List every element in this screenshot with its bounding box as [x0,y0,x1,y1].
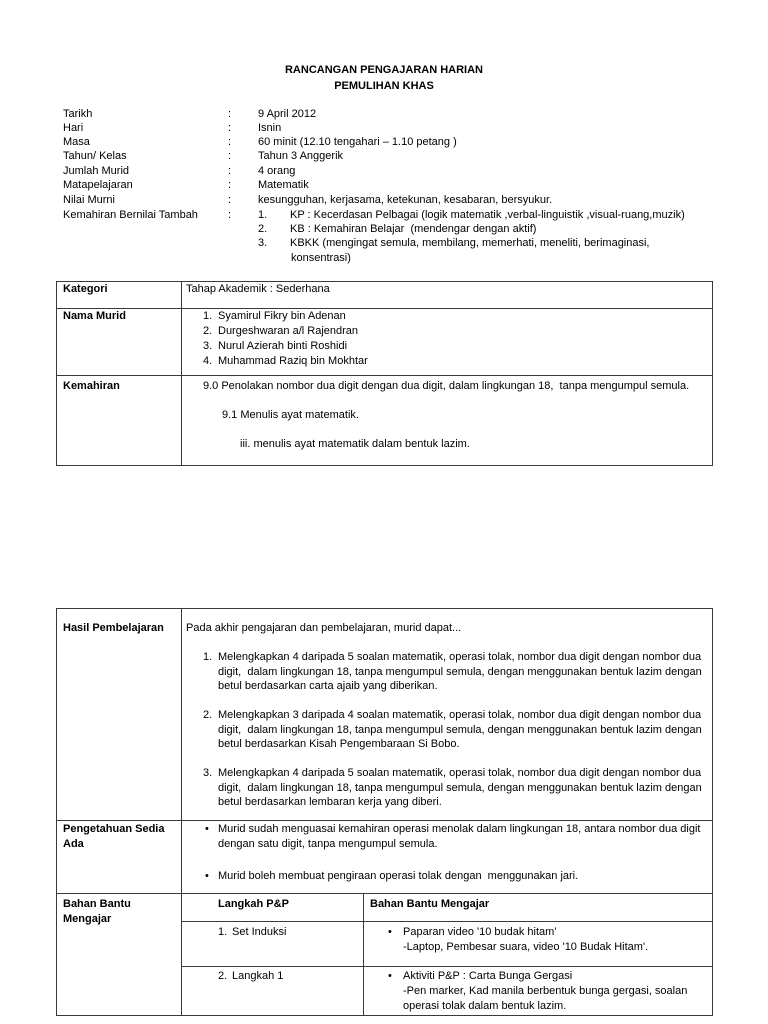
outcome-text: betul berdasarkan Kisah Pengembaraan Si Bobo. [218,738,460,750]
row-kategori [57,282,712,309]
row-bahan-bantu-mengajar [57,894,712,1015]
academic-level: Tahap Akademik : Sederhana [186,283,330,295]
row-label: Ada [63,838,84,850]
label-cell [57,609,182,820]
step-name: Langkah 1 [232,970,284,982]
column-header: Bahan Bantu Mengajar [370,898,490,910]
row-kemahiran [57,376,712,465]
info-value: Isnin [258,122,282,134]
info-row-matapelajaran [0,178,768,192]
info-value: Matematik [258,179,309,191]
value-cell [182,894,712,1015]
info-row-masa [0,135,768,149]
aid-text: -Laptop, Pembesar suara, video '10 Budak Hitam'. [403,941,649,953]
info-value: 4 orang [258,165,296,177]
outcome-text: Melengkapkan 3 daripada 4 soalan matematik, operasi tolak, nombor dua digit dengan nombor dua [218,709,702,721]
label-cell [57,282,182,308]
step-name: Set Induksi [232,926,287,938]
header-cell [182,894,364,921]
row-label: Bahan Bantu [63,898,131,910]
list-item-text: konsentrasi) [291,252,351,264]
info-colon: : [228,179,232,191]
list-number: 3. [203,767,213,779]
list-number: 1. [258,209,268,221]
step-cell [182,922,364,966]
info-label: Matapelajaran [63,179,133,191]
bullet-icon: • [205,870,209,882]
prior-knowledge-text: dengan satu digit, tanpa mengumpul semula. [218,838,438,850]
list-number: 2. [203,325,213,337]
value-cell [182,309,712,375]
list-number: 4. [203,355,213,367]
info-colon: : [228,209,232,221]
aids-cell [364,967,712,1015]
outcome-text: digit, dalam lingkungan 18, tanpa mengumpul semula, dengan menggunakan bentuk lazim dengan [218,666,702,678]
label-cell [57,821,182,893]
row-label: Kategori [63,283,108,295]
bullet-icon: • [205,823,209,835]
info-row-tahun-kelas [0,149,768,163]
list-number: 1. [203,310,213,322]
teaching-aids-row [182,922,712,967]
label-cell [57,309,182,375]
list-number: 3. [203,340,213,352]
student-name: Syamirul Fikry bin Adenan [218,310,346,322]
info-label: Masa [63,136,90,148]
info-colon: : [228,165,232,177]
info-colon: : [228,150,232,162]
outcome-text: Melengkapkan 4 daripada 5 soalan matematik, operasi tolak, nombor dua digit dengan nombor dua [218,767,702,779]
row-nama-murid [57,309,712,376]
outcome-text: digit, dalam lingkungan 18, tanpa mengumpul semula, dengan menggunakan bentuk lazim dengan [218,724,702,736]
header-cell [364,894,712,921]
row-pengetahuan-sedia-ada [57,821,712,894]
info-value: kesungguhan, kerjasama, ketekunan, kesabaran, bersyukur. [258,194,553,206]
document-subtitle: PEMULIHAN KHAS [334,80,434,92]
value-cell [182,821,712,893]
info-colon: : [228,122,232,134]
info-label: Tarikh [63,108,93,120]
student-name: Muhammad Raziq bin Mokhtar [218,355,368,367]
aids-cell [364,922,712,966]
aid-text: operasi tolak dalam bentuk lazim. [403,1000,567,1012]
info-label: Hari [63,122,84,134]
info-value: 9 April 2012 [258,108,317,120]
label-cell [57,376,182,465]
info-value: 60 minit (12.10 tengahari – 1.10 petang ) [258,136,457,148]
info-row-nilai-murni [0,193,768,207]
value-cell [182,609,712,820]
aid-text: -Pen marker, Kad manila berbentuk bunga gergasi, soalan [403,985,688,997]
bullet-icon: • [388,970,392,982]
info-value: Tahun 3 Anggerik [258,150,344,162]
row-label: Kemahiran [63,380,120,392]
aid-text: Paparan video '10 budak hitam' [403,926,557,938]
student-details-table [56,281,713,466]
teaching-aids-header-row [182,894,712,922]
list-number: 1. [218,926,228,938]
info-row-tarikh [0,107,768,121]
value-cell [182,376,712,465]
bullet-icon: • [388,926,392,938]
sub-skill-text: 9.1 Menulis ayat matematik. [222,409,359,421]
info-row-hari [0,121,768,135]
prior-knowledge-text: Murid sudah menguasai kemahiran operasi menolak dalam lingkungan 18, antara nombor dua digit [218,823,701,835]
outcome-text: betul berdasarkan carta ajaib yang diberikan. [218,680,438,692]
info-colon: : [228,136,232,148]
info-colon: : [228,108,232,120]
prior-knowledge-text: Murid boleh membuat pengiraan operasi tolak dengan menggunakan jari. [218,870,579,882]
list-number: 1. [203,651,213,663]
skill-text: 9.0 Penolakan nombor dua digit dengan dua digit, dalam lingkungan 18, tanpa mengumpul semula. [203,380,690,392]
student-name: Durgeshwaran a/l Rajendran [218,325,359,337]
row-hasil-pembelajaran [57,609,712,821]
info-label: Tahun/ Kelas [63,150,127,162]
list-item-text: KB : Kemahiran Belajar (mendengar dengan aktif) [290,223,537,235]
info-row-kemahiran-bernilai-tambah [0,208,768,266]
step-cell [182,967,364,1015]
list-number: 2. [203,709,213,721]
info-label: Nilai Murni [63,194,115,206]
row-label: Hasil Pembelajaran [63,622,164,634]
info-colon: : [228,194,232,206]
list-number: 2. [258,223,268,235]
info-label: Kemahiran Bernilai Tambah [63,209,198,221]
info-label: Jumlah Murid [63,165,130,177]
label-cell [57,894,182,1015]
list-number: 2. [218,970,228,982]
lesson-plan-table [56,608,713,1016]
row-label: Mengajar [63,913,112,925]
row-label: Pengetahuan Sedia [63,823,165,835]
list-number: 3. [258,237,268,249]
aid-text: Aktiviti P&P : Carta Bunga Gergasi [403,970,573,982]
info-row-jumlah-murid [0,164,768,178]
teaching-aids-row [182,967,712,1015]
intro-text: Pada akhir pengajaran dan pembelajaran, murid dapat... [186,622,462,634]
student-name: Nurul Azierah binti Roshidi [218,340,348,352]
outcome-text: digit, dalam lingkungan 18, tanpa mengumpul semula, dengan menggunakan bentuk lazim dengan [218,782,702,794]
teaching-aids-table [182,894,712,1015]
objective-text: iii. menulis ayat matematik dalam bentuk lazim. [240,438,470,450]
value-cell [182,282,712,308]
list-item-text: KP : Kecerdasan Pelbagai (logik matematik ,verbal-linguistik ,visual-ruang,muzik) [290,209,685,221]
column-header: Langkah P&P [218,898,289,910]
outcome-text: betul berdasarkan lembaran kerja yang diberi. [218,796,442,808]
outcome-text: Melengkapkan 4 daripada 5 soalan matematik, operasi tolak, nombor dua digit dengan nombor dua [218,651,702,663]
document-title: RANCANGAN PENGAJARAN HARIAN [284,64,483,76]
list-item-text: KBKK (mengingat semula, membilang, memerhati, meneliti, berimaginasi, [290,237,650,249]
row-label: Nama Murid [63,310,126,322]
